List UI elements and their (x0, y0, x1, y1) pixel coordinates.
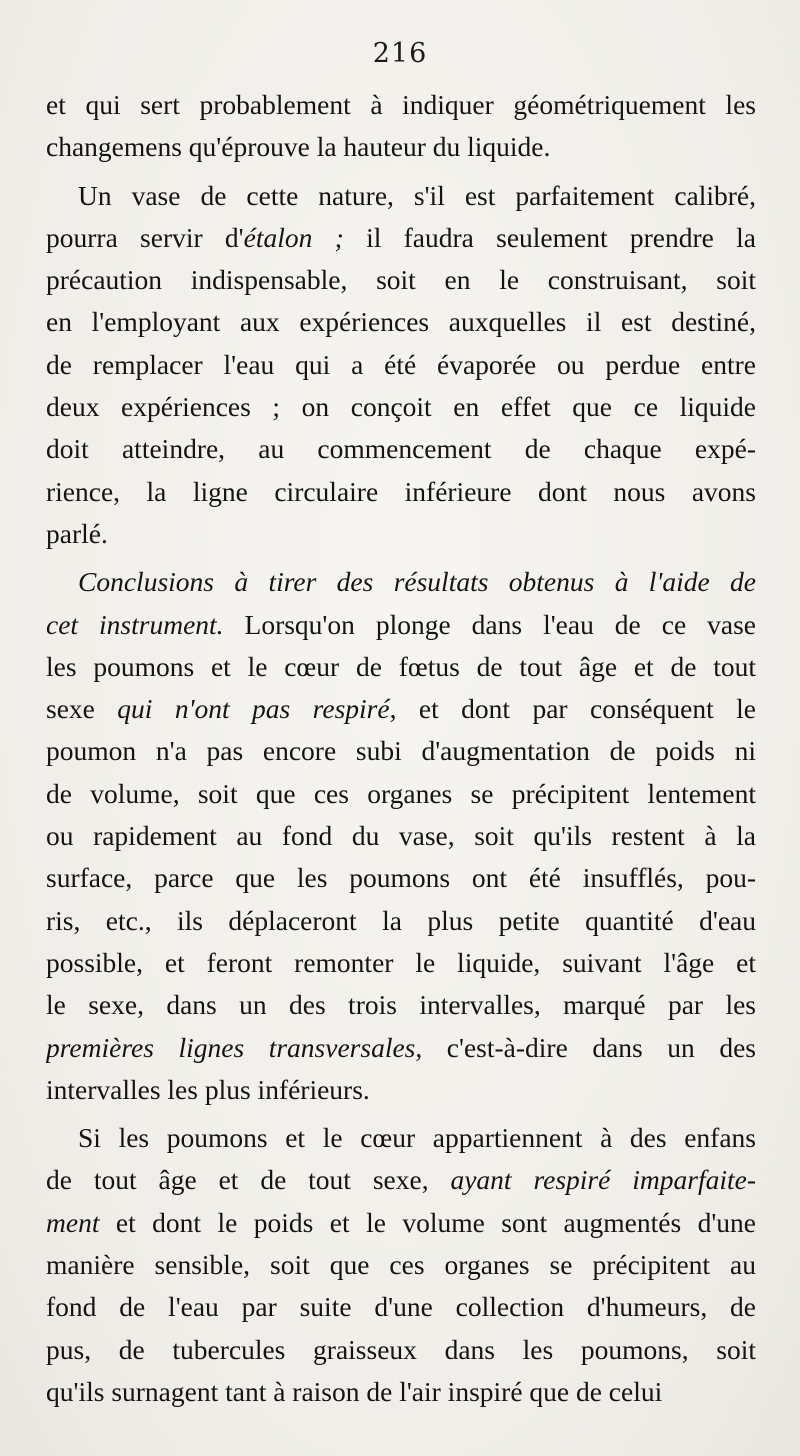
text-line: de volume, soit que ces organes se précipitent lentement (46, 777, 756, 809)
text-line: les poumons et le cœur de fœtus de tout âge et de tout (46, 650, 756, 682)
text-line: qu'ils surnagent tant à raison de l'air inspiré que de celui (46, 1375, 663, 1407)
text-line: précaution indispensable, soit en le construisant, soit (46, 264, 756, 296)
italic-text: premières lignes transversales (46, 1031, 416, 1063)
text-line: sexe qui n'ont pas respiré, et dont par conséquent le (46, 693, 756, 725)
text-line: ou rapidement au fond du vase, soit qu'ils restent à la (46, 820, 756, 852)
text-line: premières lignes transversales, c'est-à-dire dans un des (46, 1031, 756, 1063)
text-line: pus, de tubercules graisseux dans les poumons, soit (46, 1333, 756, 1365)
text-line: poumon n'a pas encore subi d'augmentation de poids ni (46, 735, 756, 767)
italic-text: qui n'ont pas respiré (117, 693, 390, 725)
text-line: parlé. (46, 517, 108, 549)
page-number: 216 (372, 38, 428, 69)
text-line: intervalles les plus inférieurs. (46, 1073, 370, 1105)
paragraph (46, 1117, 756, 1413)
paragraph (46, 175, 756, 556)
text-line: ris, etc., ils déplaceront la plus petite quantité d'eau (46, 904, 756, 936)
italic-text: cet instrument. (46, 608, 224, 640)
text-line: possible, et feront remonter le liquide, suivant l'âge et (46, 946, 756, 978)
italic-text: étalon ; (243, 221, 344, 253)
paragraph (46, 84, 756, 169)
text-line: rience, la ligne circulaire inférieure dont nous avons (46, 475, 756, 507)
text-line: ment et dont le poids et le volume sont augmentés d'une (46, 1206, 756, 1238)
text-line: cet instrument. Lorsqu'on plonge dans l'eau de ce vase (46, 608, 756, 640)
text-line: de tout âge et de tout sexe, ayant respiré imparfaite- (46, 1164, 756, 1196)
italic-text: ment (46, 1206, 100, 1238)
text-line: doit atteindre, au commencement de chaque expé- (46, 433, 756, 465)
text-line: deux expériences ; on conçoit en effet que ce liquide (46, 391, 756, 423)
text-line (46, 561, 756, 603)
italic-text: ayant respiré imparfaite- (450, 1164, 756, 1196)
text-line: et qui sert probablement à indiquer géométriquement les (46, 89, 756, 120)
text-line: surface, parce que les poumons ont été insufflés, pou- (46, 862, 756, 894)
body-text (46, 84, 756, 1413)
text-line: Si les poumons et le cœur appartiennent à des enfans (78, 1122, 756, 1154)
text-line: manière sensible, soit que ces organes se précipitent au (46, 1249, 756, 1281)
text-line: de remplacer l'eau qui a été évaporée ou perdue entre (46, 348, 756, 380)
text-line: le sexe, dans un des trois intervalles, marqué par les (46, 989, 756, 1021)
text-line: Un vase de cette nature, s'il est parfaitement calibré, (78, 179, 756, 211)
text-line: fond de l'eau par suite d'une collection d'humeurs, de (46, 1291, 756, 1323)
text-line: changemens qu'éprouve la hauteur du liquide. (46, 131, 551, 163)
italic-text: Conclusions à tirer des résultats obtenus à l'aide de (78, 566, 756, 598)
text-line: en l'employant aux expériences auxquelles il est destiné, (46, 306, 756, 338)
text-line: pourra servir d'étalon ; il faudra seulement prendre la (46, 221, 756, 253)
paragraph (46, 561, 756, 1111)
